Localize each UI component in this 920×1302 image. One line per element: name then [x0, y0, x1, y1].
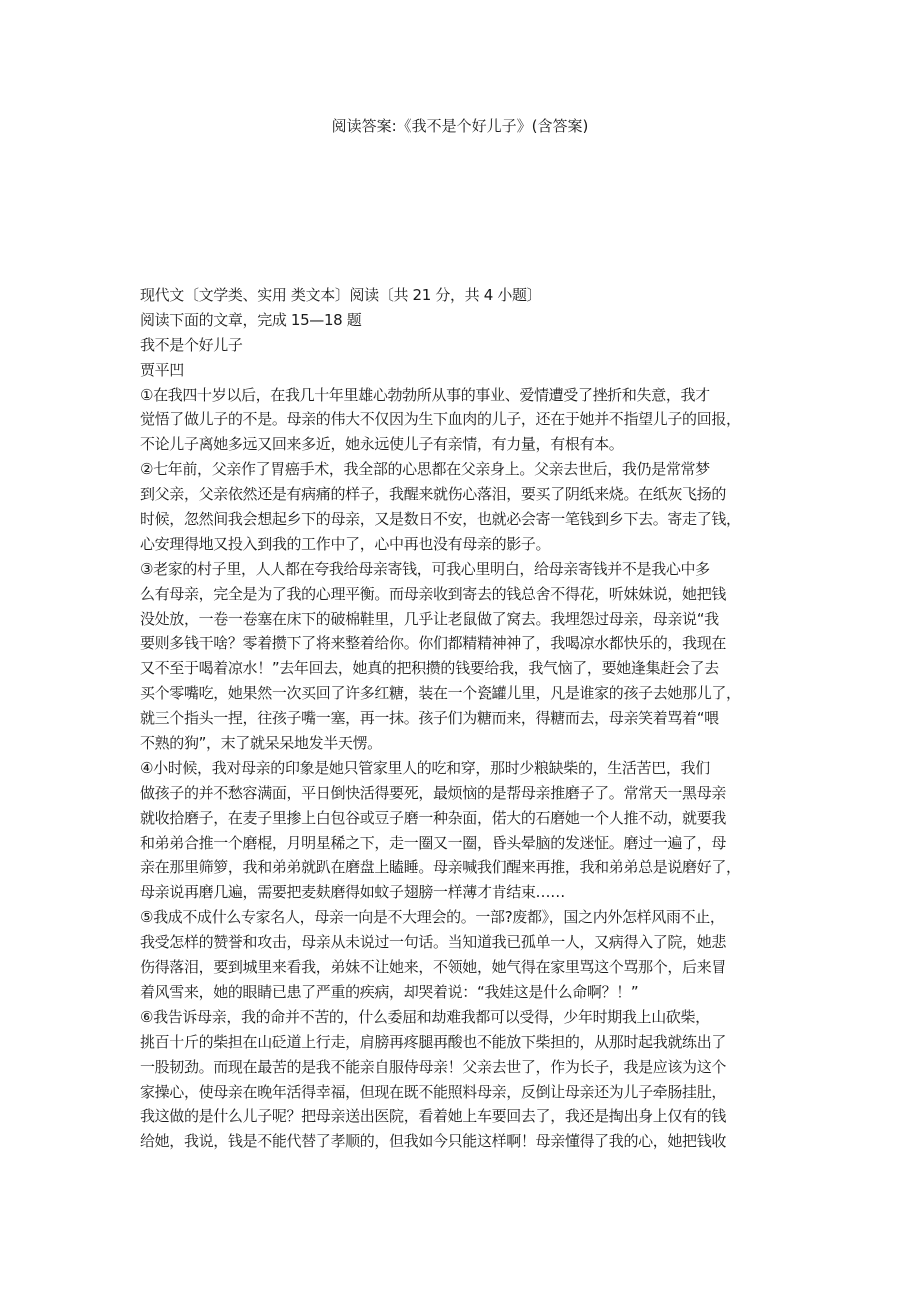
paragraph-line: 觉悟了做儿子的不是。母亲的伟大不仅因为生下血肉的儿子，还在于她并不指望儿子的回报， [140, 410, 741, 429]
paragraph-3 [140, 557, 790, 756]
paragraph-line: 么有母亲，完全是为了我的心理平衡。而母亲收到寄去的钱总舍不得花，听妹妹说，她把钱 [140, 584, 727, 603]
paragraph-line: ①在我四十岁以后，在我几十年里雄心勃勃所从事的事业、爱情遭受了挫折和失意，我才 [140, 385, 710, 404]
paragraph-line: 又不至于喝着凉水！”去年回去，她真的把积攒的钱要给我，我气恼了，要她逢集赶会了去 [140, 659, 719, 678]
paragraph-line: 不论儿子离她多远又回来多近，她永远使儿子有亲情，有力量，有根有本。 [140, 435, 624, 454]
article-title: 我不是个好儿子 [140, 335, 243, 354]
document-body [140, 283, 790, 1154]
paragraph-line: 母亲说再磨几遍，需要把麦麸磨得如蚊子翅膀一样薄才肯结束…… [140, 883, 565, 902]
paragraph-line: ②七年前，父亲作了胃癌手术，我全部的心思都在父亲身上。父亲去世后，我仍是常常梦 [140, 460, 710, 479]
paragraph-line: 着风雪来，她的眼睛已患了严重的疾病，却哭着说：“我娃这是什么命啊？！” [140, 982, 639, 1001]
paragraph-line: 不熟的狗”，末了就呆呆地发半天愣。 [140, 734, 382, 753]
article-paragraphs [140, 383, 790, 1155]
paragraph-6 [140, 1005, 790, 1154]
paragraph-line: 挑百十斤的柴担在山砭道上行走，肩膀再疼腿再酸也不能放下柴担的，从那时起我就练出了 [140, 1032, 727, 1051]
paragraph-line: 要则多钱干啥？零着攒下了将来整着给你。你们都精精神神了，我喝凉水都快乐的，我现在 [140, 634, 727, 653]
paragraph-line: 买个零嘴吃，她果然一次买回了许多红糖，装在一个瓷罐儿里，凡是谁家的孩子去她那儿了， [140, 684, 741, 703]
paragraph-line: 亲在那里筛箩，我和弟弟就趴在磨盘上瞌睡。母亲喊我们醒来再推，我和弟弟总是说磨好了， [140, 858, 741, 877]
paragraph-line: 家操心，使母亲在晚年活得幸福，但现在既不能照料母亲，反倒让母亲还为儿子牵肠挂肚， [140, 1082, 727, 1101]
paragraph-line: ③老家的村子里，人人都在夸我给母亲寄钱，可我心里明白，给母亲寄钱并不是我心中多 [140, 559, 710, 578]
paragraph-line: 就三个指头一捏，往孩子嘴一塞，再一抹。孩子们为糖而来，得糖而去，母亲笑着骂着“喂 [140, 709, 719, 728]
paragraph-line: 我受怎样的赞誉和攻击，母亲从未说过一句话。当知道我已孤单一人，又病得入了院，她悲 [140, 933, 727, 952]
paragraph-4 [140, 756, 790, 905]
article-author: 贾平凹 [140, 360, 184, 379]
paragraph-line: 做孩子的并不愁容满面，平日倒快活得要死，最烦恼的是帮母亲推磨子了。常常天一黑母亲 [140, 783, 727, 802]
paragraph-line: 伤得落泪，要到城里来看我，弟妹不让她来，不领她，她气得在家里骂这个骂那个，后来冒 [140, 958, 727, 977]
section-heading: 现代文〔文学类、实用 类文本〕阅读〔共 21 分，共 4 小题〕 [140, 286, 542, 304]
paragraph-line: 给她，我说，钱是不能代替了孝顺的，但我如今只能这样啊！母亲懂得了我的心，她把钱收 [140, 1132, 727, 1151]
paragraph-line: 就收拾磨子，在麦子里掺上白包谷或豆子磨一种杂面，偌大的石磨她一个人推不动，就要我 [140, 808, 727, 827]
paragraph-line: 我这做的是什么儿子呢？把母亲送出医院，看着她上车要回去了，我还是掏出身上仅有的钱 [140, 1107, 727, 1126]
paragraph-line: 到父亲，父亲依然还是有病痛的样子，我醒来就伤心落泪，要买了阴纸来烧。在纸灰飞扬的 [140, 485, 727, 504]
paragraph-line: 没处放，一卷一卷塞在床下的破棉鞋里，几乎让老鼠做了窝去。我埋怨过母亲，母亲说“我 [140, 609, 719, 628]
instruction: 阅读下面的文章，完成 15—18 题 [140, 310, 362, 329]
paragraph-line: ④小时候，我对母亲的印象是她只管家里人的吃和穿，那时少粮缺柴的，生活苦巴，我们 [140, 758, 710, 777]
paragraph-line: 时候，忽然间我会想起乡下的母亲，又是数日不安，也就必会寄一笔钱到乡下去。寄走了钱， [140, 510, 741, 529]
paragraph-line: ⑤我成不成什么专家名人，母亲一向是不大理会的。一部?废都》，国之内外怎样风雨不止， [140, 908, 725, 927]
paragraph-5 [140, 905, 790, 1005]
paragraph-1 [140, 383, 790, 458]
paragraph-line: 一股韧劲。而现在最苦的是我不能亲自服侍母亲！父亲去世了，作为长子，我是应该为这个 [140, 1057, 727, 1076]
paragraph-line: 心安理得地又投入到我的工作中了，心中再也没有母亲的影子。 [140, 534, 551, 553]
paragraph-line: ⑥我告诉母亲，我的命并不苦的，什么委屈和劫难我都可以受得，少年时期我上山砍柴， [140, 1007, 710, 1026]
document-title: 阅读答案:《我不是个好儿子》(含答案) [331, 117, 589, 135]
header-block [140, 283, 790, 383]
paragraph-2 [140, 457, 790, 557]
paragraph-line: 和弟弟合推一个磨棍，月明星稀之下，走一圈又一圈，昏头晕脑的发迷怔。磨过一遍了，母 [140, 833, 727, 852]
